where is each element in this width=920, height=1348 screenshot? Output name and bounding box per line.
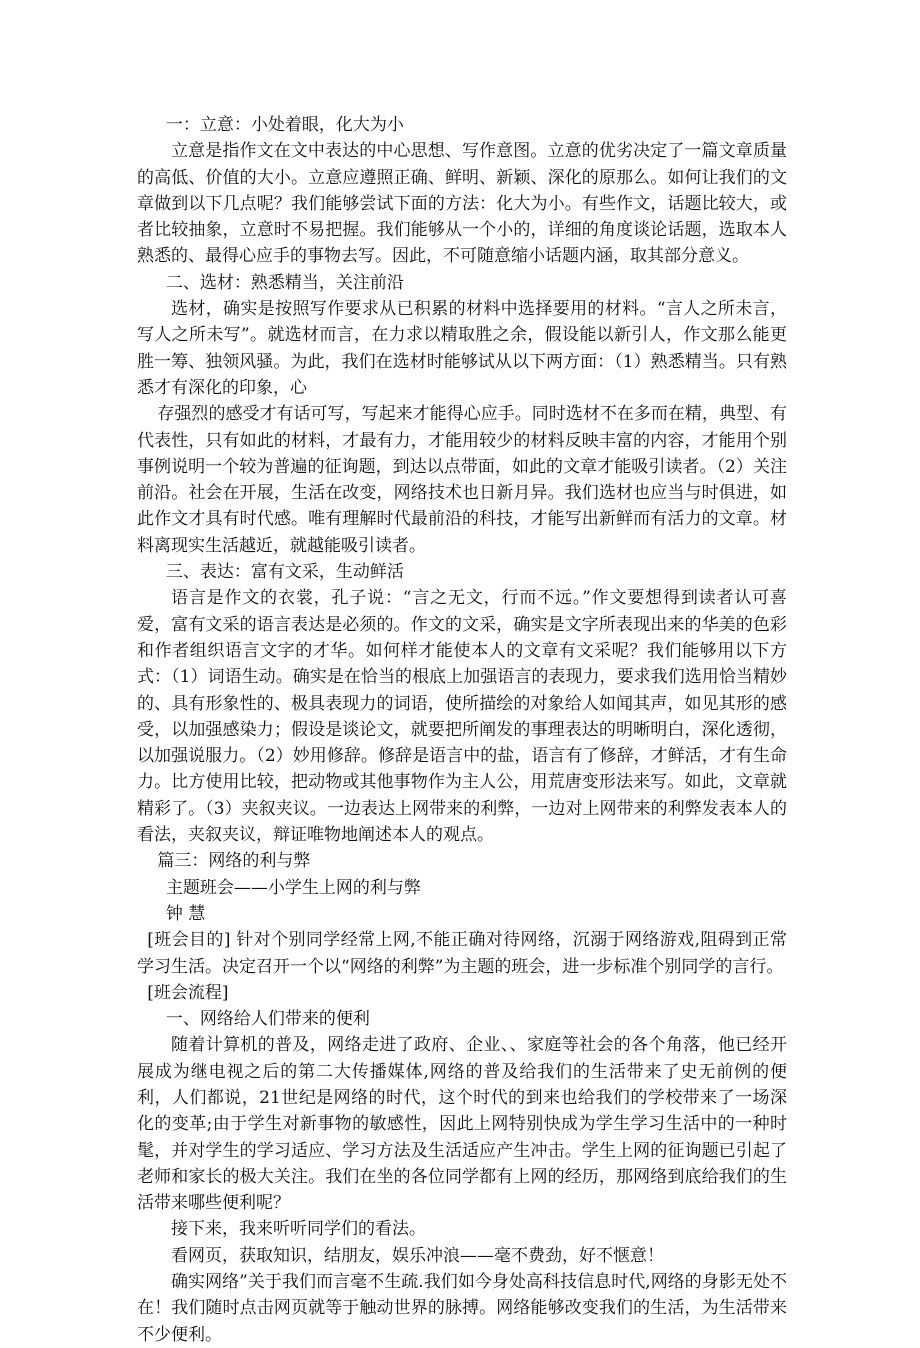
section-heading-4: 一、网络给人们带来的便利 bbox=[165, 1009, 370, 1030]
section-label: [班会流程] bbox=[147, 982, 229, 1003]
paragraph: 立意是指作文在文中表达的中心思想、写作意图。立意的优劣决定了一篇文章质量的高低、价值的大小。立意应遵照正确、鲜明、新颖、深化的原那么。如何让我们的文章做到以下几点呢？我们能够尝试下面的方法：化大为小。有些作文，话题比较大，或者比较抽象，立意时不易把握。我们能够从一个小的，详细的角度谈论话题，选取本人熟悉的、最得心应手的事物去写。因此，不可随意缩小话题内涵，取其部分意义。 bbox=[137, 141, 787, 267]
paragraph: 确实网络”关于我们而言毫不生疏.我们如今身处高科技信息时代,网络的身影无处不在！我们随时点击网页就等于触动世界的脉搏。网络能够改变我们的生活，为生活带来不少便利。 bbox=[137, 1272, 787, 1345]
article-title: 篇三：网络的利与弊 bbox=[157, 851, 311, 872]
section-heading-2: 二、选材：熟悉精当，关注前沿 bbox=[165, 272, 404, 293]
paragraph: 语言是作文的衣裳，孔子说：“言之无文，行而不远。”作文要想得到读者认可喜爱，富有文采的语言表达是必须的。作文的文采，确实是文字所表现出来的华美的色彩和作者组织语言文字的才华。如何样才能使本人的文章有文采呢？我们能够用以下方式：（1）词语生动。确实是在恰当的根底上加强语言的表现力，要求我们选用恰当精妙的、具有形象性的、极具表现力的词语，使所描绘的对象给人如闻其声，如见其形的感受，以加强感染力；假设是谈论文，就要把所阐发的事理表达的明晰明白，深化透彻，以加强说服力。（2）妙用修辞。修辞是语言中的盐，语言有了修辞，才鲜活，才有生命力。比方使用比较，把动物或其他事物作为主人公，用荒唐变形法来写。如此，文章就精彩了。（3）夹叙夹议。一边表达上网带来的利弊，一边对上网带来的利弊发表本人的看法，夹叙夹议，辩证唯物地阐述本人的观点。 bbox=[137, 588, 787, 846]
paragraph: 选材，确实是按照写作要求从已积累的材料中选择要用的材料。“言人之所未言，写人之所未写”。就选材而言，在力求以精取胜之余，假设能以新引人，作文那么能更胜一筹、独领风骚。为此，我们在选材时能够试从以下两方面：（1）熟悉精当。只有熟悉才有深化的印象，心 bbox=[137, 299, 787, 398]
paragraph: 随着计算机的普及，网络走进了政府、企业、、家庭等社会的各个角落，他已经开展成为继电视之后的第二大传播媒体,网络的普及给我们的生活带来了史无前例的便利，人们都说，21世纪是网络的时代，这个时代的到来也给我们的学校带来了一场深化的变革;由于学生对新事物的敏感性，因此上网特别快成为学生学习生活中的一种时髦，并对学生的学习适应、学习方法及生活适应产生冲击。学生上网的征询题已引起了老师和家长的极大关注。我们在坐的各位同学都有上网的经历，那网络到底给我们的生活带来哪些便利呢？ bbox=[137, 1035, 787, 1214]
paragraph: [班会目的] 针对个别同学经常上网,不能正确对待网络，沉溺于网络游戏,阻碍到正常学习生活。决定召开一个以“网络的利弊”为主题的班会，进一步标准个别同学的言行。 bbox=[137, 930, 787, 977]
subtitle: 主题班会——小学生上网的利与弊 bbox=[165, 877, 421, 898]
paragraph: 存强烈的感受才有话可写，写起来才能得心应手。同时选材不在多而在精，典型、有代表性，只有如此的材料，才最有力，才能用较少的材料反映丰富的内容，才能用个别事例说明一个较为普遍的征询题，到达以点带面，如此的文章才能吸引读者。（2）关注前沿。社会在开展，生活在改变，网络技术也日新月异。我们选材也应当与时俱进，如此作文才具有时代感。唯有理解时代最前沿的科技，才能写出新鲜而有活力的文章。材料离现实生活越近，就越能吸引读者。 bbox=[137, 404, 787, 556]
section-heading-3: 三、表达：富有文采，生动鲜活 bbox=[165, 562, 404, 583]
section-heading-1: 一：立意：小处着眼，化大为小 bbox=[165, 115, 404, 135]
paragraph: 接下来，我来听听同学们的看法。 bbox=[171, 1219, 426, 1240]
author: 钟 慧 bbox=[165, 903, 206, 924]
document-body bbox=[137, 112, 787, 1348]
paragraph: 看网页，获取知识，结朋友，娱乐冲浪——毫不费劲，好不惬意！ bbox=[171, 1245, 664, 1266]
